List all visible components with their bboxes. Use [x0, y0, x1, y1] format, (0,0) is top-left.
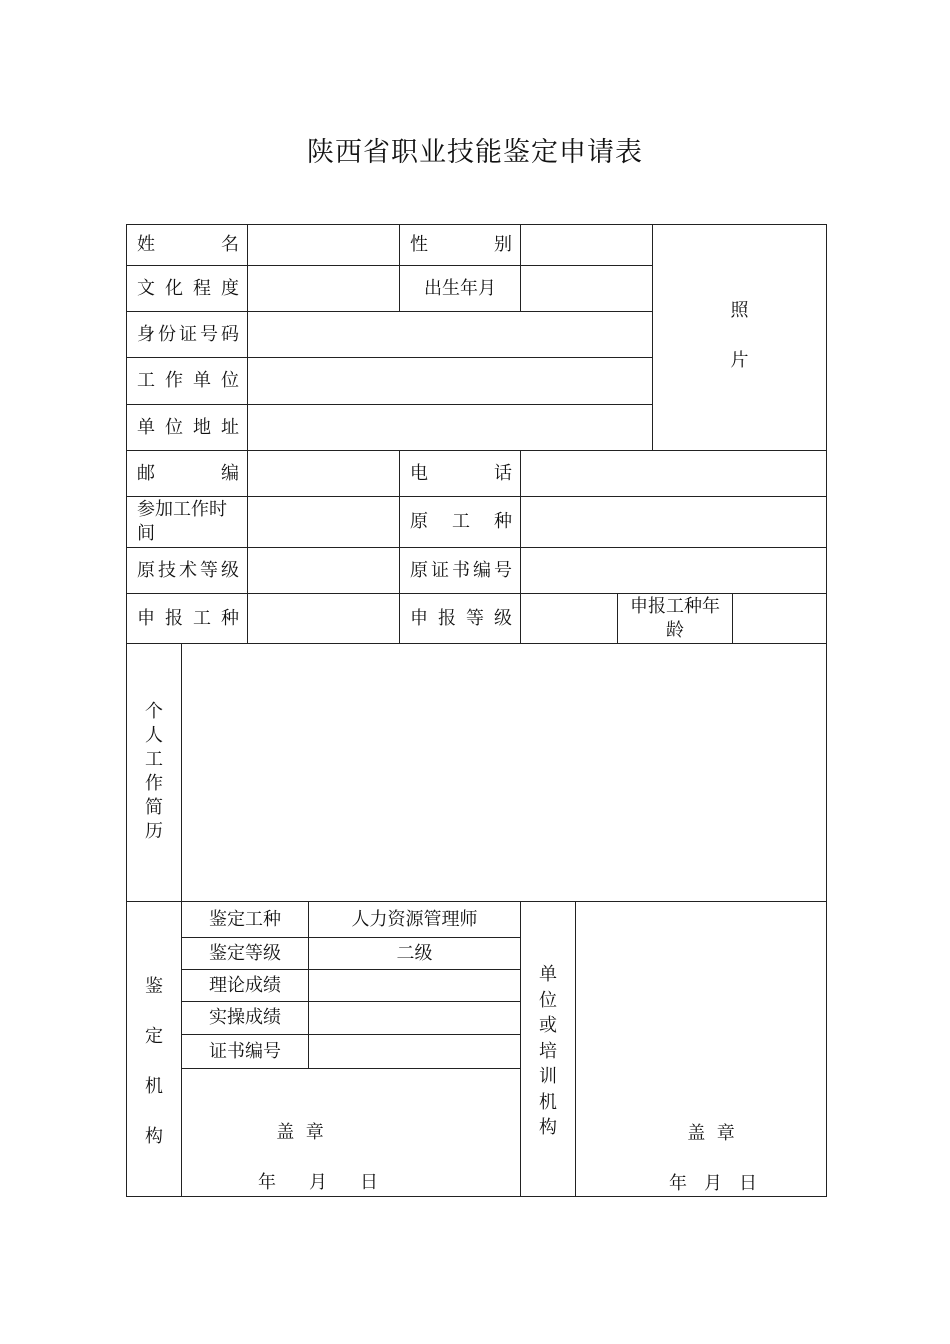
- label-work-start: 参加工作时间: [137, 499, 227, 544]
- field-birth[interactable]: [521, 266, 652, 311]
- label-apply-level: 申 报 等 级: [410, 607, 512, 629]
- field-apply-level[interactable]: [521, 594, 617, 643]
- appraisal-row-label: 证书编号: [209, 1040, 281, 1062]
- page-title: 陕西省职业技能鉴定申请表: [307, 137, 643, 168]
- appraisal-stamp: 盖 章: [276, 1122, 324, 1143]
- label-resume: 个 人 工 作 简 历: [145, 701, 163, 842]
- appraisal-row-value[interactable]: 人力资源管理师: [351, 908, 478, 930]
- appraisal-row-label: 鉴定等级: [209, 942, 281, 964]
- appraisal-row-value[interactable]: [309, 970, 520, 1001]
- label-postcode: 邮 编: [137, 462, 239, 484]
- field-postcode[interactable]: [248, 451, 399, 496]
- label-name: 姓 名: [137, 234, 239, 255]
- field-orig-level[interactable]: [248, 548, 399, 593]
- appraisal-row-label: 实操成绩: [209, 1007, 281, 1028]
- field-work-start[interactable]: [248, 497, 399, 547]
- label-unit: 单 位 或 培 训 机 构: [539, 964, 557, 1138]
- field-education[interactable]: [248, 266, 399, 311]
- label-education: 文 化 程 度: [137, 277, 239, 299]
- appraisal-row-value[interactable]: [309, 1002, 520, 1034]
- field-apply-years[interactable]: [733, 594, 826, 643]
- unit-stamp: 盖 章: [687, 1123, 735, 1144]
- appraisal-row-value[interactable]: [309, 1035, 520, 1068]
- field-employer[interactable]: [248, 358, 652, 404]
- field-gender[interactable]: [521, 225, 652, 265]
- label-orig-trade: 原 工 种: [410, 511, 512, 532]
- unit-date: 年 月 日: [669, 1173, 757, 1194]
- field-orig-trade[interactable]: [521, 497, 826, 547]
- appraisal-row-label: 理论成绩: [209, 974, 281, 996]
- label-apply-trade: 申 报 工 种: [137, 607, 239, 629]
- label-id-number: 身 份 证 号 码: [137, 323, 239, 345]
- label-address: 单 位 地 址: [137, 416, 239, 438]
- photo-box: 照 片: [730, 300, 749, 371]
- field-resume[interactable]: [182, 644, 826, 901]
- label-orig-cert: 原 证 书 编 号: [410, 559, 512, 581]
- label-gender: 性 别: [410, 234, 512, 255]
- appraisal-row-value[interactable]: 二级: [396, 942, 433, 964]
- label-apply-years: 申报工种年龄: [630, 595, 720, 641]
- field-phone[interactable]: [521, 451, 826, 496]
- label-orig-level: 原 技 术 等 级: [137, 559, 239, 581]
- label-employer: 工 作 单 位: [137, 370, 239, 391]
- field-name[interactable]: [248, 225, 399, 265]
- appraisal-date: 年 月 日: [258, 1172, 378, 1193]
- label-phone: 电 话: [410, 462, 512, 484]
- field-address[interactable]: [248, 405, 652, 450]
- label-appraisal: 鉴 定 机 构: [145, 976, 163, 1147]
- field-orig-cert[interactable]: [521, 548, 826, 593]
- appraisal-row-label: 鉴定工种: [209, 908, 281, 930]
- field-id-number[interactable]: [248, 312, 652, 357]
- field-apply-trade[interactable]: [248, 594, 399, 643]
- label-birth: 出生年月: [424, 277, 496, 299]
